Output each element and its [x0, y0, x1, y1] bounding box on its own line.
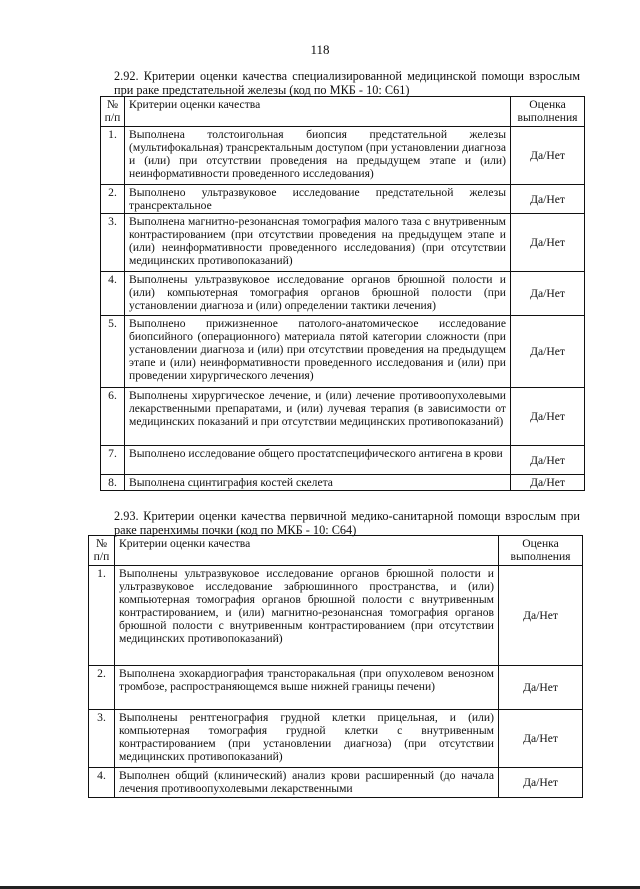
row-criterion: Выполнены рентгенография грудной клетки прицельная, и (или) компьютерная томография грудной клетки с внутривенным контрастированием (при установлении диагноза) (при отсутствии медицинских противопоказаний)	[115, 710, 499, 768]
table-row	[101, 272, 585, 316]
row-criterion: Выполнена магнитно-резонансная томография малого таза с внутривенным контрастированием (при отсутствии проведения на предыдущем этапе и (или) неинформативности проведенного исследования) (при отсутствии медицинских противопоказаний)	[125, 214, 511, 272]
row-mark: Да/Нет	[511, 316, 585, 388]
row-criterion: Выполнены ультразвуковое исследование органов брюшной полости и ультразвуковое исследование забрюшинного пространства, и (или) компьютерная томография органов брюшной полости с внутривенным контрастированием, и (или) магнитно-резонансная томография органов брюшной полости с внутривенным контрастированием (при отсутствии медицинских противопоказаний)	[115, 566, 499, 666]
row-mark: Да/Нет	[499, 768, 583, 798]
row-num: 5.	[101, 316, 125, 388]
row-mark: Да/Нет	[511, 272, 585, 316]
criteria-table-2-92	[100, 96, 585, 491]
row-num: 6.	[101, 388, 125, 446]
row-mark: Да/Нет	[511, 475, 585, 491]
criteria-table-2-93	[88, 535, 583, 798]
row-num: 7.	[101, 446, 125, 475]
table-row	[101, 446, 585, 475]
row-num: 2.	[89, 666, 115, 710]
row-criterion: Выполнен общий (клинический) анализ крови расширенный (до начала лечения противоопухолевыми лекарственными	[115, 768, 499, 798]
row-num: 1.	[101, 127, 125, 185]
row-mark: Да/Нет	[511, 214, 585, 272]
table-header-row	[101, 97, 585, 127]
table-row	[101, 316, 585, 388]
col-header-num: № п/п	[89, 536, 115, 566]
table-row	[89, 666, 583, 710]
col-header-criterion: Критерии оценки качества	[115, 536, 499, 566]
row-num: 4.	[89, 768, 115, 798]
table-row	[101, 214, 585, 272]
row-num: 2.	[101, 185, 125, 214]
row-criterion: Выполнено исследование общего простатспецифического антигена в крови	[125, 446, 511, 475]
row-mark: Да/Нет	[499, 710, 583, 768]
table-row	[89, 566, 583, 666]
table-row	[101, 127, 585, 185]
table-row	[101, 388, 585, 446]
row-criterion: Выполнено прижизненное патолого-анатомическое исследование биопсийного (операционного) материала пятой категории сложности (при установлении диагноза и (или) при отсутствии проведения на предыдущем этапе и (или) неинформативности проведенного исследования и (или) при проведении хирургического лечения)	[125, 316, 511, 388]
row-mark: Да/Нет	[511, 127, 585, 185]
table-row	[101, 475, 585, 491]
row-num: 8.	[101, 475, 125, 491]
table-row	[101, 185, 585, 214]
row-criterion: Выполнена сцинтиграфия костей скелета	[125, 475, 511, 491]
col-header-mark: Оценка выполнения	[499, 536, 583, 566]
row-num: 3.	[101, 214, 125, 272]
row-criterion: Выполнено ультразвуковое исследование предстательной железы трансректальное	[125, 185, 511, 214]
col-header-criterion: Критерии оценки качества	[125, 97, 511, 127]
col-header-mark: Оценка выполнения	[511, 97, 585, 127]
row-mark: Да/Нет	[499, 566, 583, 666]
row-mark: Да/Нет	[511, 388, 585, 446]
section-heading-2-92: 2.92. Критерии оценки качества специализированной медицинской помощи взрослым при раке предстательной железы (код по МКБ - 10: С61)	[114, 69, 580, 97]
row-criterion: Выполнена толстоигольная биопсия предстательной железы (мультифокальная) трансректальным доступом (при установлении диагноза и (или) при отсутствии проведения на предыдущем этапе и (или) неинформативности проведенного исследования)	[125, 127, 511, 185]
col-header-num: № п/п	[101, 97, 125, 127]
page-number: 118	[310, 42, 330, 57]
section-heading-2-93: 2.93. Критерии оценки качества первичной медико-санитарной помощи взрослым при раке паренхимы почки (код по МКБ - 10: С64)	[114, 509, 580, 537]
row-criterion: Выполнены ультразвуковое исследование органов брюшной полости и (или) компьютерная томография органов брюшной полости (при установлении диагноза и (или) определении тактики лечения)	[125, 272, 511, 316]
row-num: 4.	[101, 272, 125, 316]
row-mark: Да/Нет	[511, 185, 585, 214]
table-row	[89, 768, 583, 798]
table-row	[89, 710, 583, 768]
row-mark: Да/Нет	[511, 446, 585, 475]
row-criterion: Выполнены хирургическое лечение, и (или) лечение противоопухолевыми лекарственными препаратами, и (или) лучевая терапия (в зависимости от медицинских показаний и при отсутствии медицинских противопоказаний)	[125, 388, 511, 446]
table-header-row	[89, 536, 583, 566]
row-mark: Да/Нет	[499, 666, 583, 710]
row-criterion: Выполнена эхокардиография трансторакальная (при опухолевом венозном тромбозе, распространяющемся выше нижней границы печени)	[115, 666, 499, 710]
row-num: 1.	[89, 566, 115, 666]
row-num: 3.	[89, 710, 115, 768]
